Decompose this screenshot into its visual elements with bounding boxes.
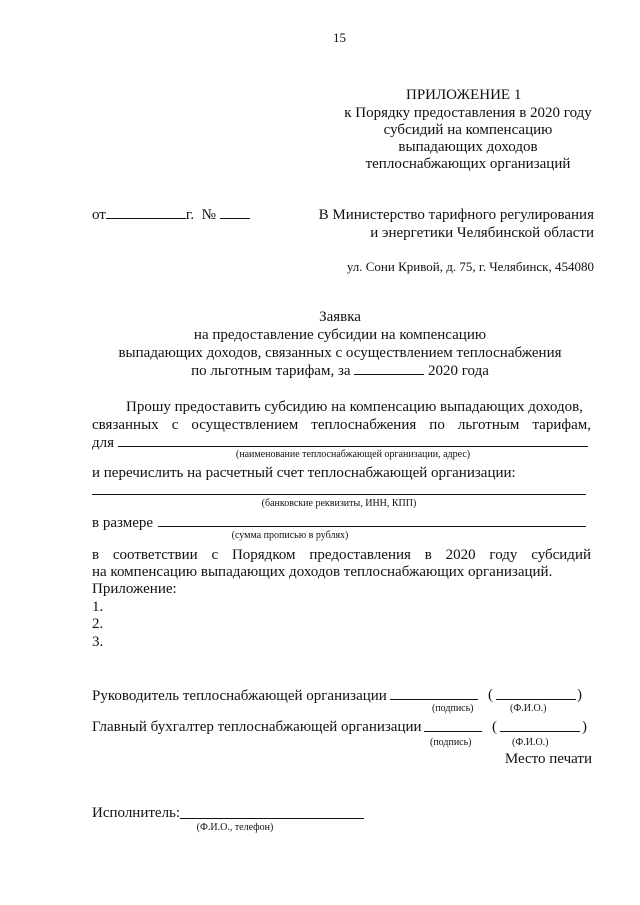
- attachment-item-3: 3.: [92, 634, 104, 650]
- request-line-1: Прошу предоставить субсидию на компенсацию выпадающих доходов,: [126, 399, 583, 415]
- accountant-name-close-paren: ): [582, 719, 587, 735]
- for-label: для: [92, 435, 115, 451]
- bank-details-hint: (банковские реквизиты, ИНН, КПП): [261, 498, 417, 509]
- application-subtitle-2: выпадающих доходов, связанных с осуществлением теплоснабжения: [118, 345, 562, 361]
- amount-label: в размере: [92, 515, 154, 531]
- accountant-name-hint: (Ф.И.О.): [512, 737, 549, 748]
- appendix-line-4: теплоснабжающих организаций: [365, 156, 571, 172]
- application-subtitle-3: [0, 362, 640, 380]
- page-number: 15: [333, 30, 346, 45]
- executor-label: Исполнитель:: [92, 805, 181, 821]
- amount-hint: (сумма прописью в рублях): [231, 530, 349, 541]
- period-prefix: по льготным тарифам, за: [191, 363, 351, 379]
- addressee-line-1: В Министерство тарифного регулирования: [318, 207, 594, 223]
- accountant-signature-field[interactable]: [424, 731, 482, 732]
- attachment-label: Приложение:: [92, 581, 177, 597]
- period-suffix: 2020 года: [428, 363, 489, 379]
- date-field[interactable]: [106, 206, 186, 219]
- appendix-line-2: субсидий на компенсацию: [383, 122, 553, 138]
- appendix-title: ПРИЛОЖЕНИЕ 1: [406, 87, 522, 103]
- accordance-line-2: на компенсацию выпадающих доходов теплоснабжающих организаций.: [92, 564, 553, 580]
- accordance-line-1: в соответствии с Порядком предоставления в 2020 году субсидий: [92, 547, 591, 563]
- number-field[interactable]: [220, 206, 250, 219]
- ministry-address: ул. Сони Кривой, д. 75, г. Челябинск, 454080: [346, 259, 594, 274]
- head-name-hint: (Ф.И.О.): [510, 703, 547, 714]
- head-name-field[interactable]: [496, 699, 576, 700]
- organization-field[interactable]: [118, 446, 588, 447]
- stamp-place: Место печати: [504, 751, 592, 767]
- application-title: Заявка: [319, 309, 361, 325]
- amount-field[interactable]: [158, 526, 586, 527]
- request-line-2: связанных с осуществлением теплоснабжения по льготным тарифам,: [92, 417, 591, 433]
- executor-field[interactable]: [180, 818, 364, 819]
- head-signature-label: Руководитель теплоснабжающей организации: [92, 688, 387, 704]
- organization-hint: (наименование теплоснабжающей организации, адрес): [235, 449, 471, 460]
- attachment-item-2: 2.: [92, 616, 104, 632]
- head-sign-hint: (подпись): [432, 703, 474, 714]
- head-signature-field[interactable]: [390, 699, 478, 700]
- head-name-close-paren: ): [577, 687, 582, 703]
- date-number-line: [92, 206, 250, 224]
- period-field[interactable]: [354, 362, 424, 375]
- addressee-line-2: и энергетики Челябинской области: [370, 225, 594, 241]
- attachment-item-1: 1.: [92, 599, 104, 615]
- application-subtitle-1: на предоставление субсидии на компенсацию: [193, 327, 487, 343]
- transfer-text: и перечислить на расчетный счет теплоснабжающей организации:: [92, 465, 516, 481]
- head-name-open-paren: (: [488, 687, 493, 703]
- bank-details-field[interactable]: [92, 494, 586, 495]
- from-prefix: от: [92, 207, 106, 223]
- number-sign: №: [201, 207, 216, 223]
- executor-hint: (Ф.И.О., телефон): [196, 822, 274, 833]
- accountant-signature-label: Главный бухгалтер теплоснабжающей организации: [92, 719, 422, 735]
- accountant-name-open-paren: (: [492, 719, 497, 735]
- appendix-line-1: к Порядку предоставления в 2020 году: [344, 105, 592, 121]
- accountant-sign-hint: (подпись): [430, 737, 472, 748]
- year-suffix: г.: [185, 207, 195, 223]
- appendix-line-3: выпадающих доходов: [398, 139, 538, 155]
- accountant-name-field[interactable]: [500, 731, 580, 732]
